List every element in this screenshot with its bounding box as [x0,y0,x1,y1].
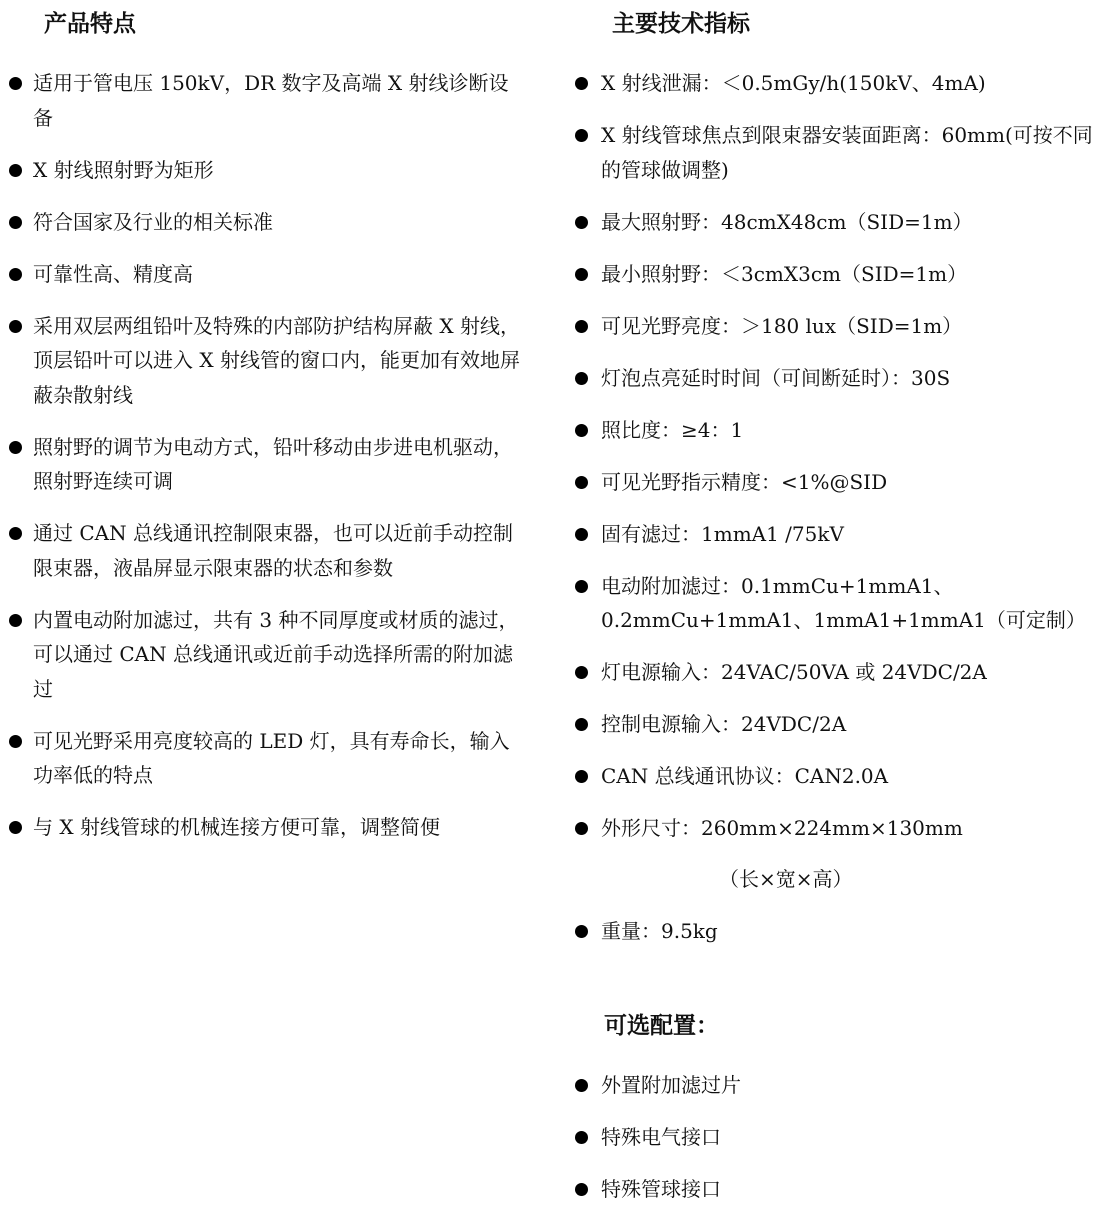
list-item [0,309,528,413]
spec-text: 灯泡点亮延时时间（可间断延时）：30S [601,365,951,390]
specs-heading: 主要技术指标 [612,11,750,37]
features-list [0,66,528,862]
list-item [568,811,1096,896]
spec-text: 照比度：≥4：1 [601,417,744,442]
spec-text: 外形尺寸：260mm×224mm×130mm [601,816,963,840]
bullet-icon [9,821,22,834]
bullet-icon [575,822,588,835]
list-item [0,66,528,135]
list-item [568,655,1096,690]
option-text: 特殊电气接口 [601,1125,721,1149]
list-item [568,205,1096,240]
list-item [0,430,528,499]
list-item [0,603,528,707]
list-item [568,759,1096,794]
bullet-icon [9,268,22,281]
bullet-icon [575,580,588,593]
bullet-icon [9,527,22,540]
list-item [0,810,528,845]
bullet-icon [575,216,588,229]
list-item [568,1068,1096,1103]
list-item [0,153,528,188]
feature-text: 适用于管电压 150kV，DR 数字及高端 X 射线诊断设备 [33,71,509,130]
list-item [568,413,1096,448]
feature-text: 通过 CAN 总线通讯控制限束器，也可以近前手动控制限束器，液晶屏显示限束器的状态和参数 [33,521,513,580]
spec-text: 可见光野亮度：＞180 lux（SID=1m） [601,313,963,338]
bullet-icon [575,1079,588,1092]
spec-text: CAN 总线通讯协议：CAN2.0A [601,764,889,788]
option-text: 外置附加滤过片 [601,1073,741,1097]
bullet-icon [9,614,22,627]
list-item [568,569,1096,638]
list-item [568,1120,1096,1155]
list-item [568,707,1096,742]
bullet-icon [9,441,22,454]
bullet-icon [575,528,588,541]
list-item [568,517,1096,552]
list-item [0,257,528,292]
bullet-icon [9,77,22,90]
bullet-icon [9,735,22,748]
bullet-icon [9,320,22,333]
spec-text: 最大照射野：48cmX48cm（SID=1m） [601,209,973,234]
feature-text: 与 X 射线管球的机械连接方便可靠，调整简便 [33,815,440,839]
option-text: 特殊管球接口 [601,1177,721,1201]
spec-text: 可见光野指示精度：<1%@SID [601,469,888,494]
spec-text: X 射线管球焦点到限束器安装面距离：60mm(可按不同的管球做调整) [601,123,1093,182]
bullet-icon [575,320,588,333]
bullet-icon [575,424,588,437]
bullet-icon [9,216,22,229]
bullet-icon [575,718,588,731]
spec-text: 固有滤过：1mmA1 /75kV [601,521,844,546]
feature-text: 照射野的调节为电动方式，铅叶移动由步进电机驱动，照射野连续可调 [33,434,513,493]
spec-text: 重量：9.5kg [601,918,718,943]
list-item [568,309,1096,344]
feature-text: 符合国家及行业的相关标准 [33,209,273,234]
feature-text: 采用双层两组铅叶及特殊的内部防护结构屏蔽 X 射线，顶层铅叶可以进入 X 射线管的窗口内，能更加有效地屏蔽杂散射线 [33,313,520,407]
bullet-icon [575,77,588,90]
list-item [0,516,528,585]
options-list [568,1068,1096,1224]
spec-text: 最小照射野：＜3cmX3cm（SID=1m） [601,261,968,286]
list-item [0,205,528,240]
list-item [568,914,1096,949]
bullet-icon [575,1183,588,1196]
spec-text: 电动附加滤过：0.1mmCu+1mmA1、0.2mmCu+1mmA1、1mmA1+1mmA1（可定制） [601,573,1086,632]
spec-text: 灯电源输入：24VAC/50VA 或 24VDC/2A [601,660,987,684]
spec-text: 控制电源输入：24VDC/2A [601,712,847,736]
bullet-icon [575,129,588,142]
bullet-icon [575,372,588,385]
list-item [568,118,1096,187]
list-item [568,361,1096,396]
bullet-icon [575,666,588,679]
bullet-icon [575,925,588,938]
list-item [568,257,1096,292]
bullet-icon [575,268,588,281]
feature-text: 可靠性高、精度高 [33,261,193,286]
list-item [568,465,1096,500]
options-heading: 可选配置： [604,1013,719,1039]
bullet-icon [575,1131,588,1144]
list-item [0,724,528,793]
feature-text: X 射线照射野为矩形 [33,157,214,182]
specs-list [568,66,1096,966]
feature-text: 可见光野采用亮度较高的 LED 灯，具有寿命长，输入功率低的特点 [33,728,510,787]
list-item [568,1172,1096,1207]
feature-text: 内置电动附加滤过，共有 3 种不同厚度或材质的滤过，可以通过 CAN 总线通讯或近前手动选择所需的附加滤过 [33,607,519,701]
list-item [568,66,1096,101]
bullet-icon [575,770,588,783]
bullet-icon [9,164,22,177]
bullet-icon [575,476,588,489]
dimension-note: （长×宽×高） [719,866,853,891]
spec-text: X 射线泄漏：＜0.5mGy/h(150kV、4mA) [601,71,986,95]
features-heading: 产品特点 [44,11,136,37]
